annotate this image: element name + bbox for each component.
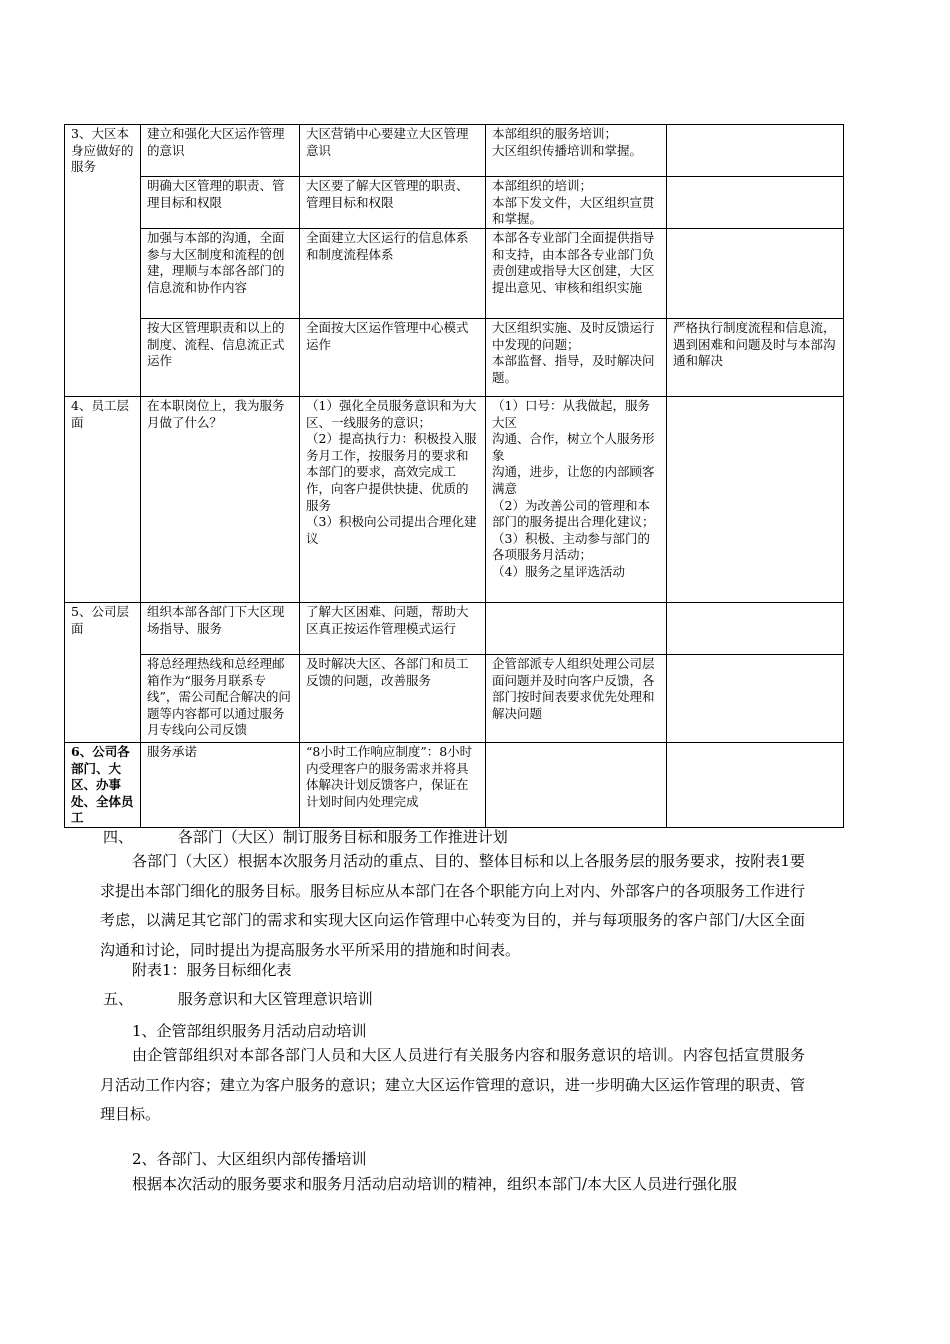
table-cell-col2 — [141, 319, 300, 397]
service-level-cell — [65, 743, 141, 828]
section-5-title: 服务意识和大区管理意识培训 — [177, 990, 373, 1008]
table-cell-col3 — [300, 397, 486, 603]
table-cell-col5 — [667, 177, 844, 229]
service-level-label: 3、大区本身应做好的服务 — [71, 126, 134, 175]
table-cell-col4 — [486, 229, 667, 319]
section-5-subheading-2: 2、各部门、大区组织内部传播培训 — [132, 1150, 367, 1168]
table-cell-col5 — [667, 743, 844, 828]
cell-text: 将总经理热线和总经理邮箱作为“服务月联系专线”，需公司配合解决的问题等内容都可以通过服务月专线向公司反馈 — [147, 656, 291, 738]
table-cell-col3 — [300, 177, 486, 229]
service-level-label: 5、公司层面 — [71, 604, 129, 636]
table-cell-col2 — [141, 397, 300, 603]
table-row — [65, 603, 844, 655]
section-5-paragraph-1: 由企管部组织对本部各部门人员和大区人员进行有关服务内容和服务意识的培训。内容包括宣贯服务月活动工作内容；建立为客户服务的意识；建立大区运作管理的意识，进一步明确大区运作管理的职责、管理目标。 — [100, 1046, 806, 1123]
table-row — [65, 229, 844, 319]
section-4-paragraph: 各部门（大区）根据本次服务月活动的重点、目的、整体目标和以上各服务层的服务要求，按附表1要求提出本部门细化的服务目标。服务目标应从本部门在各个职能方向上对内、外部客户的各项服务工作进行考虑，以满足其它部门的需求和实现大区向运作管理中心转变为目的，并与每项服务的客户部门/大区全面沟通和讨论，同时提出为提高服务水平所采用的措施和时间表。 — [100, 852, 806, 959]
table-cell-col4 — [486, 603, 667, 655]
cell-text: “8小时工作响应制度”：8小时内受理客户的服务需求并将具体解决计划反馈客户，保证在计划时间内处理完成 — [306, 744, 473, 809]
section-4-heading — [103, 826, 508, 847]
service-level-label: 6、公司各部门、大区、办事处、全体员工 — [71, 744, 134, 826]
table-row — [65, 319, 844, 397]
service-level-cell — [65, 397, 141, 603]
table-row — [65, 125, 844, 177]
table-cell-col4 — [486, 319, 667, 397]
table-cell-col5 — [667, 319, 844, 397]
table-cell-col2 — [141, 229, 300, 319]
cell-text: 明确大区管理的职责、管理目标和权限 — [147, 178, 285, 210]
section-4-title: 各部门（大区）制订服务目标和服务工作推进计划 — [177, 828, 508, 846]
table-cell-col5 — [667, 125, 844, 177]
table-cell-col2 — [141, 125, 300, 177]
cell-text: 了解大区困难、问题，帮助大区真正按运作管理模式运行 — [306, 604, 469, 636]
table-row — [65, 655, 844, 743]
section-5-subheading-1: 1、企管部组织服务月活动启动培训 — [132, 1022, 367, 1040]
cell-text: 大区组织实施、及时反馈运行中发现的问题； 本部监督、指导，及时解决问题。 — [492, 320, 655, 385]
section-4-number: 四、 — [103, 828, 134, 846]
table-cell-col4 — [486, 655, 667, 743]
table-cell-col5 — [667, 397, 844, 603]
table-cell-col2 — [141, 655, 300, 743]
service-level-cell — [65, 125, 141, 397]
section-5-number: 五、 — [103, 990, 134, 1008]
table-row — [65, 397, 844, 603]
table-cell-col3 — [300, 229, 486, 319]
table-cell-col4 — [486, 397, 667, 603]
cell-text: 本部各专业部门全面提供指导和支持，由本部各专业部门负责创建或指导大区创建，大区提出意见、审核和组织实施 — [492, 230, 655, 295]
table-row — [65, 743, 844, 828]
table-cell-col3 — [300, 655, 486, 743]
table-cell-col2 — [141, 603, 300, 655]
cell-text: 本部组织的服务培训； 大区组织传播培训和掌握。 — [492, 126, 643, 158]
cell-text: 服务承诺 — [147, 744, 198, 759]
table-cell-col3 — [300, 603, 486, 655]
cell-text: （1）口号：从我做起，服务大区 沟通、合作，树立个人服务形象 沟通，进步，让您的内部顾客满意 （2）为改善公司的管理和本部门的服务提出合理化建议； （3）积极、主动参与部门的各项服务月活动； （4）服务之星评选活动 — [492, 398, 655, 579]
service-level-label: 4、员工层面 — [71, 398, 129, 430]
table-cell-col5 — [667, 603, 844, 655]
service-level-table — [64, 124, 844, 828]
cell-text: 全面按大区运作管理中心模式运作 — [306, 320, 469, 352]
cell-text: 严格执行制度流程和信息流，遇到困难和问题及时与本部沟通和解决 — [673, 320, 836, 369]
cell-text: 按大区管理职责和以上的制度、流程、信息流正式运作 — [147, 320, 285, 369]
table-cell-col3 — [300, 125, 486, 177]
cell-text: 大区要了解大区管理的职责、管理目标和权限 — [306, 178, 469, 210]
table-cell-col2 — [141, 177, 300, 229]
cell-text: 企管部派专人组织处理公司层面问题并及时向客户反馈，各部门按时间表要求优先处理和解决问题 — [492, 656, 655, 721]
table-cell-col5 — [667, 655, 844, 743]
table-cell-col4 — [486, 177, 667, 229]
table-cell-col4 — [486, 125, 667, 177]
table-row — [65, 177, 844, 229]
attachment-note: 附表1：服务目标细化表 — [132, 961, 292, 979]
cell-text: 及时解决大区、各部门和员工反馈的问题，改善服务 — [306, 656, 469, 688]
cell-text: 本部组织的培训； 本部下发文件，大区组织宣贯和掌握。 — [492, 178, 655, 227]
cell-text: 在本职岗位上，我为服务月做了什么？ — [147, 398, 285, 430]
cell-text: 全面建立大区运行的信息体系和制度流程体系 — [306, 230, 469, 262]
section-5-heading — [103, 988, 373, 1009]
cell-text: 组织本部各部门下大区现场指导、服务 — [147, 604, 285, 636]
cell-text: 大区营销中心要建立大区管理意识 — [306, 126, 469, 158]
service-level-cell — [65, 603, 141, 743]
table-cell-col3 — [300, 743, 486, 828]
section-5-paragraph-2: 根据本次活动的服务要求和服务月活动启动培训的精神，组织本部门/本大区人员进行强化服 — [132, 1175, 738, 1193]
cell-text: 建立和强化大区运作管理的意识 — [147, 126, 285, 158]
cell-text: （1）强化全员服务意识和为大区、一线服务的意识； （2）提高执行力：积极投入服务月工作，按服务月的要求和本部门的要求，高效完成工作，向客户提供快捷、优质的服务 （3）积极向公司提出合理化建议 — [306, 398, 477, 546]
cell-text: 加强与本部的沟通，全面参与大区制度和流程的创建，理顺与本部各部门的信息流和协作内容 — [147, 230, 285, 295]
table-cell-col5 — [667, 229, 844, 319]
table-cell-col3 — [300, 319, 486, 397]
table-cell-col4 — [486, 743, 667, 828]
table-cell-col2 — [141, 743, 300, 828]
